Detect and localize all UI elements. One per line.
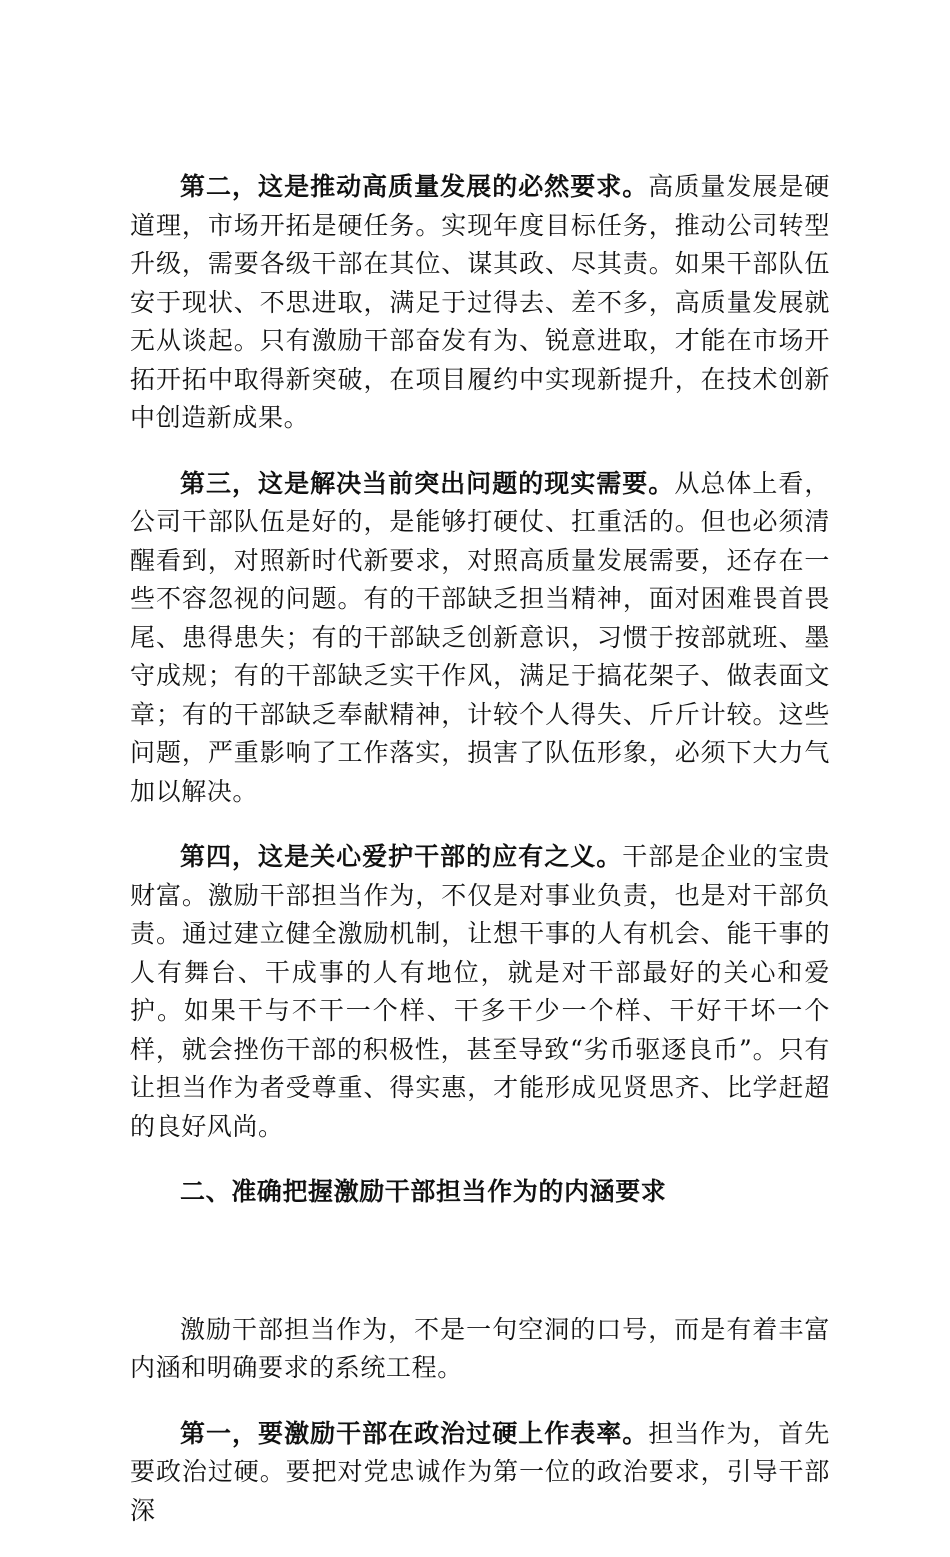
paragraph-lead: 第四，这是关心爱护干部的应有之义。	[180, 842, 623, 871]
paragraph-lead: 第三，这是解决当前突出问题的现实需要。	[180, 468, 675, 498]
paragraph-fourth-point	[130, 838, 830, 1146]
paragraph-text: 高质量发展是硬道理，市场开拓是硬任务。实现年度目标任务，推动公司转型升级，需要各级干部在其位、谋其政、尽其责。如果干部队伍安于现状、不思进取，满足于过得去、差不多，高质量发展就无从谈起。只有激励干部奋发有为、锐意进取，才能在市场开拓开拓中取得新突破，在项目履约中实现新提升，在技术创新中创造新成果。	[130, 172, 830, 432]
paragraph-lead: 第一，要激励干部在政治过硬上作表率。	[180, 1418, 649, 1448]
paragraph-lead: 第二，这是推动高质量发展的必然要求。	[180, 172, 649, 201]
section-heading: 二、准确把握激励干部担当作为的内涵要求	[180, 1177, 667, 1206]
document-body	[130, 168, 830, 1557]
paragraph-first-point	[130, 1415, 830, 1531]
section-intro: 激励干部担当作为，不是一句空洞的口号，而是有着丰富内涵和明确要求的系统工程。	[130, 1314, 830, 1382]
paragraph-third-point	[130, 465, 830, 812]
paragraph-second-point	[130, 168, 830, 438]
paragraph-text: 从总体上看，公司干部队伍是好的，是能够打硬仗、扛重活的。但也必须清醒看到，对照新时代新要求，对照高质量发展需要，还存在一些不容忽视的问题。有的干部缺乏担当精神，面对困难畏首畏尾、患得患失；有的干部缺乏创新意识，习惯于按部就班、墨守成规；有的干部缺乏实干作风，满足于搞花架子、做表面文章；有的干部缺乏奉献精神，计较个人得失、斤斤计较。这些问题，严重影响了工作落实，损害了队伍形象，必须下大力气加以解决。	[130, 468, 830, 806]
section-spacer	[130, 1212, 830, 1311]
paragraph-text: 担当作为，首先要政治过硬。要把对党忠诚作为第一位的政治要求，引导干部深	[130, 1418, 830, 1525]
paragraph-text: 干部是企业的宝贵财富。激励干部担当作为，不仅是对事业负责，也是对干部负责。通过建立健全激励机制，让想干事的人有机会、能干事的人有舞台、干成事的人有地位，就是对干部最好的关心和爱护。如果干与不干一个样、干多干少一个样、干好干坏一个样，就会挫伤干部的积极性，甚至导致“劣币驱逐良币”。只有让担当作为者受尊重、得实惠，才能形成见贤思齐、比学赶超的良好风尚。	[130, 842, 830, 1141]
